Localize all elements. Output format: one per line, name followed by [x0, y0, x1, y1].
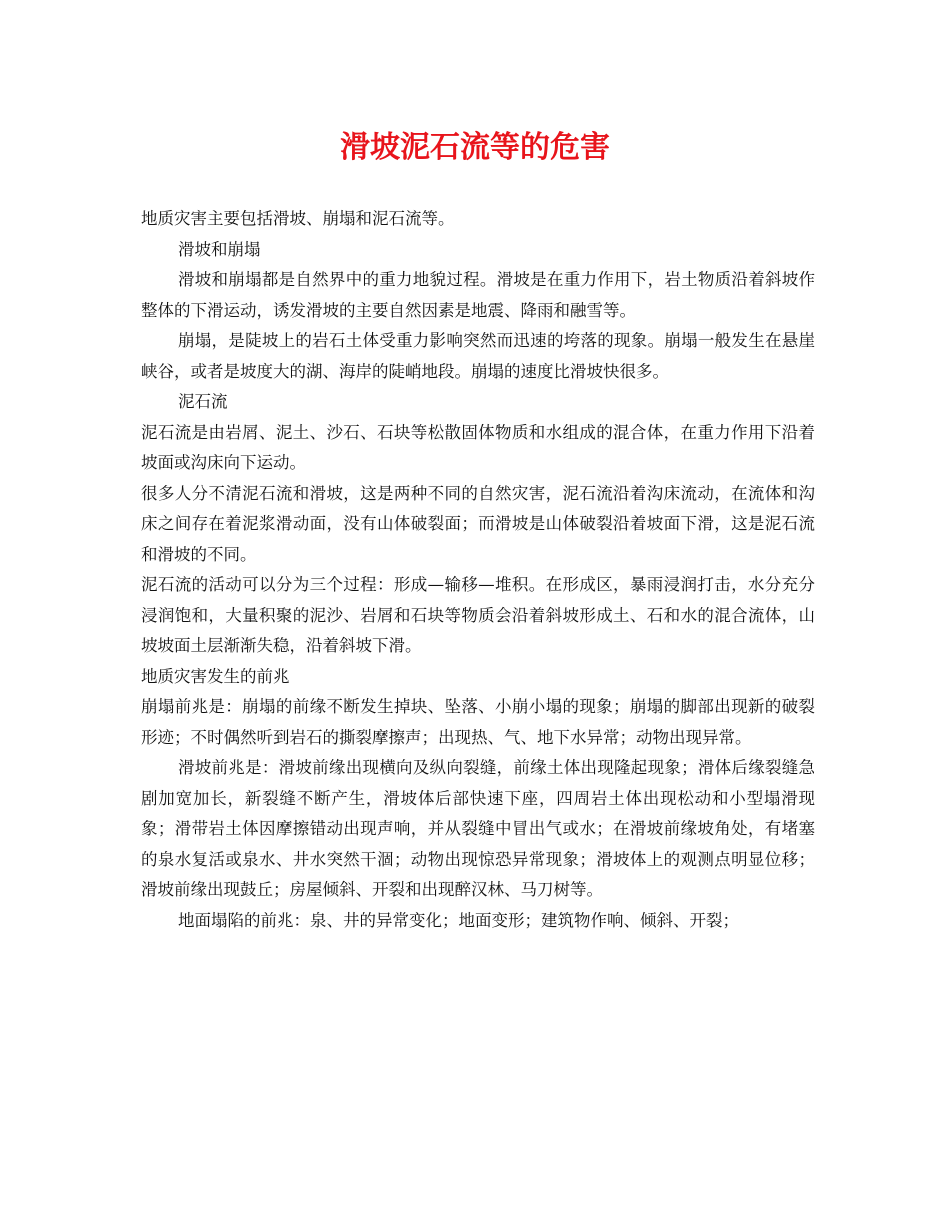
section-heading-debris-flow: 泥石流 [178, 392, 228, 411]
paragraph: 滑坡和崩塌都是自然界中的重力地貌过程。滑坡是在重力作用下，岩土物质沿着斜坡作整体的下滑运动，诱发滑坡的主要自然因素是地震、降雨和融雪等。 [141, 270, 815, 320]
document-title: 滑坡泥石流等的危害 [340, 130, 610, 165]
paragraph: 滑坡前兆是：滑坡前缘出现横向及纵向裂缝，前缘土体出现隆起现象；滑体后缘裂缝急剧加宽加长，新裂缝不断产生，滑坡体后部快速下座，四周岩土体出现松动和小型塌滑现象；滑带岩土体因摩擦错动出现声响，并从裂缝中冒出气或水；在滑坡前缘坡角处，有堵塞的泉水复活或泉水、井水突然干涸；动物出现惊恐异常现象；滑坡体上的观测点明显位移；滑坡前缘出现鼓丘；房屋倾斜、开裂和出现醉汉林、马刀树等。 [141, 758, 815, 899]
paragraph: 崩塌，是陡坡上的岩石土体受重力影响突然而迅速的垮落的现象。崩塌一般发生在悬崖峡谷，或者是坡度大的湖、海岸的陡峭地段。崩塌的速度比滑坡快很多。 [141, 331, 815, 381]
paragraph: 地质灾害主要包括滑坡、崩塌和泥石流等。 [141, 209, 455, 228]
paragraph: 地面塌陷的前兆：泉、井的异常变化；地面变形；建筑物作响、倾斜、开裂； [178, 910, 739, 930]
section-heading-precursors: 地质灾害发生的前兆 [141, 666, 290, 686]
section-heading-landslide-collapse: 滑坡和崩塌 [178, 239, 261, 259]
paragraph: 很多人分不清泥石流和滑坡，这是两种不同的自然灾害，泥石流沿着沟床流动，在流体和沟床之间存在着泥浆滑动面，没有山体破裂面；而滑坡是山体破裂沿着坡面下滑，这是泥石流和滑坡的不同。 [141, 483, 815, 564]
paragraph: 泥石流是由岩屑、泥土、沙石、石块等松散固体物质和水组成的混合体，在重力作用下沿着坡面或沟床向下运动。 [141, 422, 815, 472]
paragraph: 泥石流的活动可以分为三个过程：形成—输移—堆积。在形成区，暴雨浸润打击，水分充分浸润饱和，大量积聚的泥沙、岩屑和石块等物质会沿着斜坡形成土、石和水的混合流体，山坡坡面土层渐渐失稳，沿着斜坡下滑。 [141, 575, 815, 655]
paragraph: 崩塌前兆是：崩塌的前缘不断发生掉块、坠落、小崩小塌的现象；崩塌的脚部出现新的破裂形迹；不时偶然听到岩石的撕裂摩擦声；出现热、气、地下水异常；动物出现异常。 [141, 697, 815, 747]
document-body [141, 204, 815, 936]
